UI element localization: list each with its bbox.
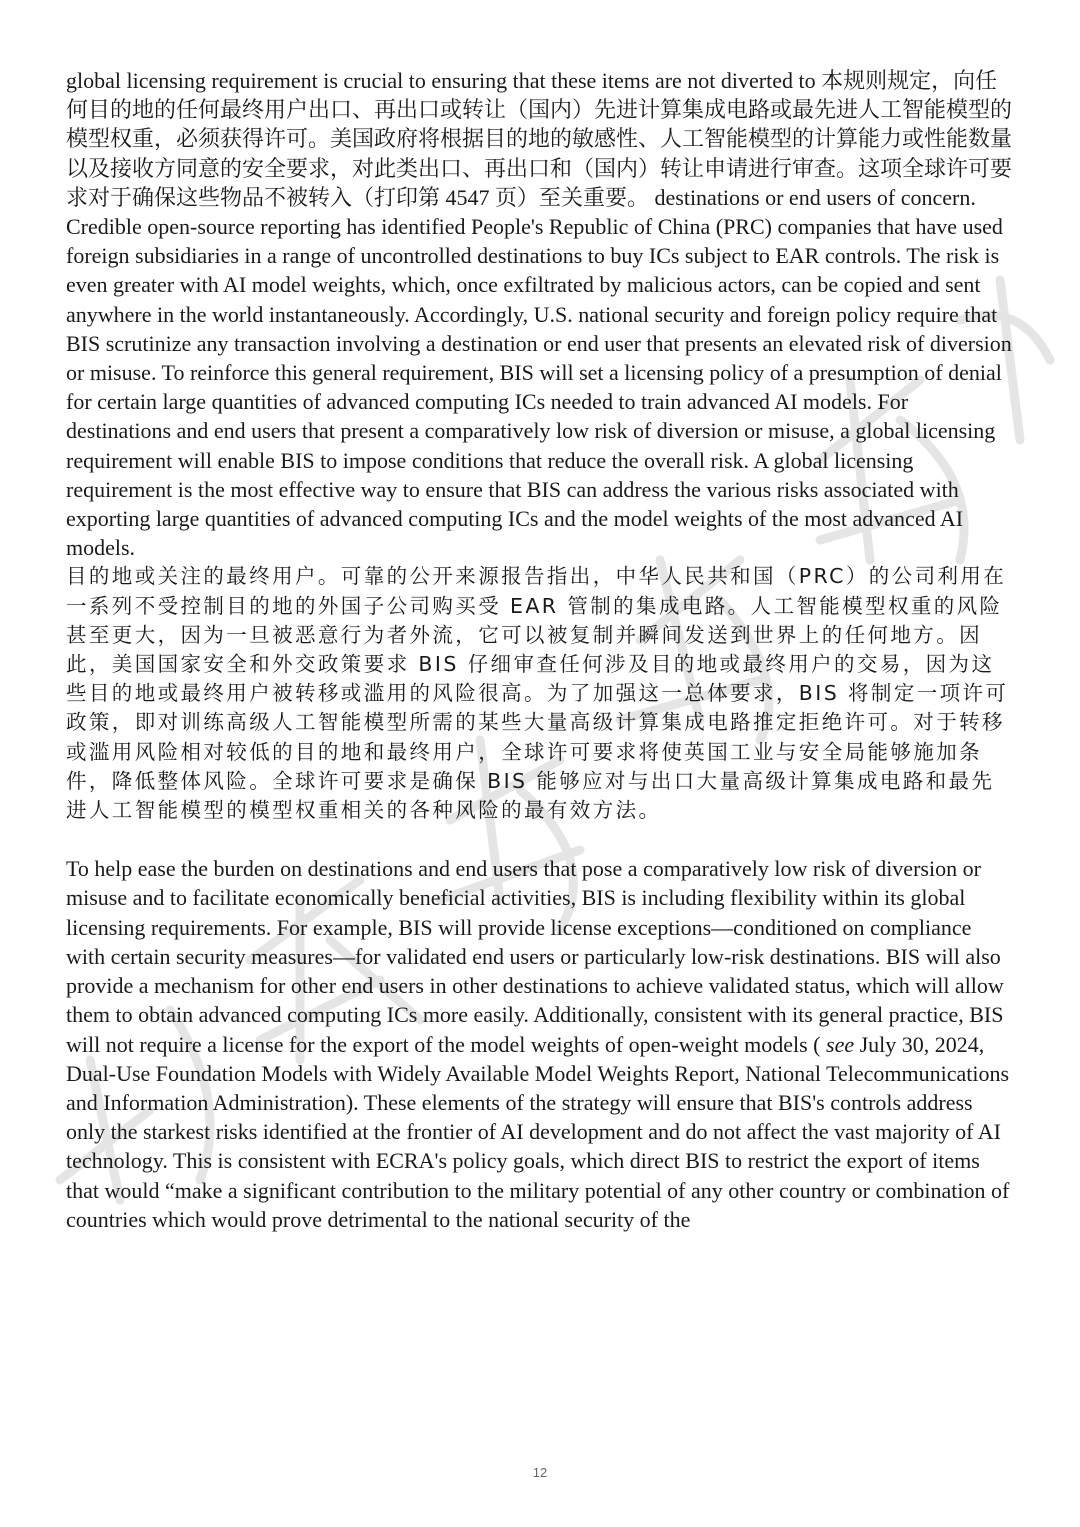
paragraph-3 bbox=[66, 854, 1016, 1234]
paragraph-2-text: 目的地或关注的最终用户。可靠的公开来源报告指出，中华人民共和国（PRC）的公司利用在一系列不受控制目的地的外国子公司购买受 EAR 管制的集成电路。人工智能模型权重的风险甚至更大，因为一旦被恶意行为者外流，它可以被复制并瞬间发送到世界上的任何地方。因此，美国国家安全和外交政策要求 BIS 仔细审查任何涉及目的地或最终用户的交易，因为这些目的地或最终用户被转移或滥用的风险很高。为了加强这一总体要求，BIS 将制定一项许可政策，即对训练高级人工智能模型所需的某些大量高级计算集成电路推定拒绝许可。对于转移或滥用风险相对较低的目的地和最终用户，全球许可要求将使英国工业与安全局能够施加条件，降低整体风险。全球许可要求是确保 BIS 能够应对与出口大量高级计算集成电路和最先进人工智能模型的模型权重相关的各种风险的最有效方法。 bbox=[66, 564, 1009, 823]
paragraph-1-text: global licensing requirement is crucial to ensuring that these items are not diverted to 本规则规定，向任何目的地的任何最终用户出口、再出口或转让（国内）先进计算集成电路或最先进人工智能模型的模型权重，必须获得许可。美国政府将根据目的地的敏感性、人工智能模型的计算能力或性能数量以及接收方同意的安全要求，对此类出口、再出口和（国内）转让申请进行审查。这项全球许可要求对于确保这些物品不被转入（打印第 4547 页）至关重要。 destinations or end users of concern. Credible open-source reporting has identified People's Republic of China (PRC) companies that have used foreign subsidiaries in a range of uncontrolled destinations to buy ICs subject to EAR controls. The risk is even greater with AI model weights, which, once exfiltrated by malicious actors, can be copied and sent anywhere in the world instantaneously. Accordingly, U.S. national security and foreign policy require that BIS scrutinize any transaction involving a destination or end user that presents an elevated risk of diversion or misuse. To reinforce this general requirement, BIS will set a licensing policy of a presumption of denial for certain large quantities of advanced computing ICs needed to train advanced AI models. For destinations and end users that present a comparatively low risk of diversion or misuse, a global licensing requirement will enable BIS to impose conditions that reduce the overall risk. A global licensing requirement is the most effective way to ensure that BIS can address the various risks associated with exporting large quantities of advanced computing ICs and the model weights of the most advanced AI models. bbox=[66, 68, 1013, 561]
paragraph-3-text-a: To help ease the burden on destinations and end users that pose a comparatively low risk of diversion or misuse and to facilitate economically beneficial activities, BIS is including flexibility within its global licensing requirements. For example, BIS will provide license exceptions—conditioned on compliance with certain security measures—for validated end users or particularly low-risk destinations. BIS will also provide a mechanism for other end users in other destinations to achieve validated status, which will allow them to obtain advanced computing ICs more easily. Additionally, consistent with its general practice, BIS will not require a license for the export of the model weights of open-weight models ( bbox=[66, 856, 1004, 1057]
paragraph-2 bbox=[66, 562, 1016, 825]
document-body bbox=[66, 66, 1016, 1234]
page-number: 12 bbox=[532, 1465, 548, 1480]
paragraph-gap bbox=[66, 825, 1016, 854]
paragraph-3-italic-see: see bbox=[826, 1031, 855, 1057]
paragraph-3-text-b: July 30, 2024, Dual-Use Foundation Models with Widely Available Model Weights Report, National Telecommunications and Information Administration). These elements of the strategy will ensure that BIS's controls address only the starkest risks identified at the frontier of AI development and do not affect the vast majority of AI technology. This is consistent with ECRA's policy goals, which direct BIS to restrict the export of items that would “make a significant contribution to the military potential of any other country or combination of countries which would prove detrimental to the national security of the bbox=[66, 1031, 1010, 1232]
paragraph-1 bbox=[66, 66, 1016, 562]
